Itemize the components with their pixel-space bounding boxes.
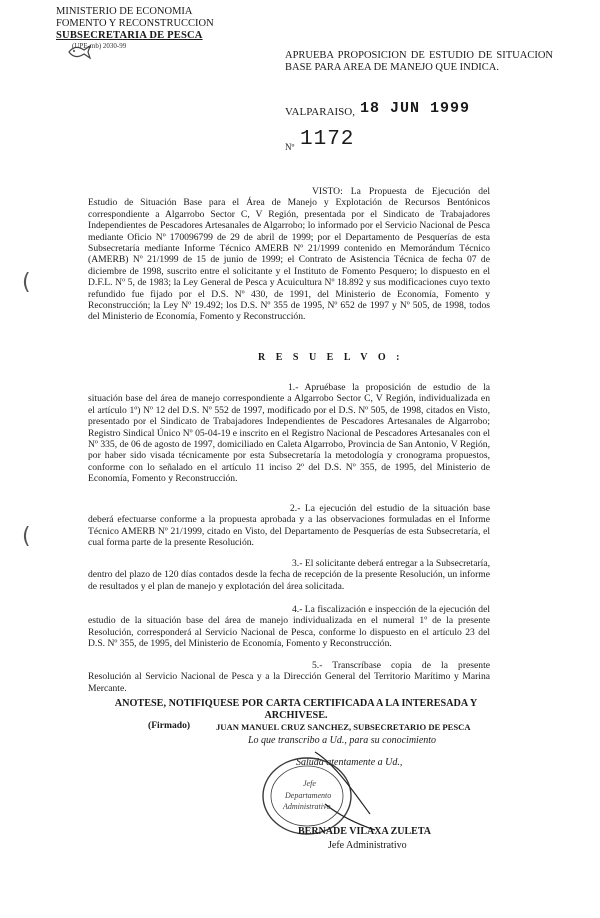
chief-name: BERNADE VILAXA ZULETA [298, 826, 431, 837]
place-label: VALPARAISO, [285, 106, 355, 118]
closing-regards: Saluda atentamente a Ud., [296, 757, 403, 768]
signed-mark: (Firmado) [148, 720, 191, 731]
resolution-subject: APRUEBA PROPOSICION DE ESTUDIO DE SITUACION BASE PARA AREA DE MANEJO QUE INDICA. [285, 50, 553, 73]
visto-paragraph: VISTO: La Propuesta de Ejecución del Estudio de Situación Base para el Área de Manejo y Explotación de Recursos Bentónicos correspondiente a Algarrobo Sector C, V Región, presentada por el Sindicato de Trabajadores Independientes de Pescadores Artesanales de Algarrobo; lo informado por el Servicio Nacional de Pesca mediante Oficio Nº 170096799 de 29 de abril de 1999; por el Departamento de Pesquerías de esta Subsecretaría mediante Informe Técnico AMERB Nº 21/1999 contenido en Memorándum Técnico (AMERB) Nº 21/1999 de 15 de junio de 1999; el Contrato de Asistencia Técnica de fecha 07 de diciembre de 1998, suscrito entre el solicitante y el Instituto de Fomento Pesquero; lo dispuesto en el D.F.L. Nº 5, de 1983; la Ley General de Pesca y Acuicultura Nº 18.892 y sus modificaciones cuyo texto refundido fue fijado por el D.S. Nº 430, de 1991, del Ministerio de Economía, Fomento y Reconstrucción; la Ley Nº 19.492; los D.S. Nº 355 de 1995, Nº 652 de 1997 y Nº 505, de 1998, todos del Ministerio de Economía, Fomento y Reconstrucción. [88, 186, 490, 323]
ministry-line-1: MINISTERIO DE ECONOMIA [56, 6, 193, 17]
transcription-note: Lo que transcribo a Ud., para su conocimiento [248, 735, 437, 746]
date-stamp: 18 JUN 1999 [360, 100, 471, 117]
resolution-number: 1172 [300, 128, 355, 151]
resolution-item-2: 2.- La ejecución del estudio de la situación base deberá efectuarse conforme a la propuesta aprobada y a las observaciones formuladas en el Informe Técnico AMERB Nº 21/1999, citado en Visto, del Departamento de Pesquerías de esta Subsecretaría, el cual forma parte de la presente Resolución. [88, 503, 490, 549]
binder-hole-icon: ( [22, 524, 31, 549]
subsecretaria-line: SUBSECRETARIA DE PESCA [56, 30, 203, 41]
number-label: Nº [285, 142, 295, 152]
stamp-line-3: Administrativo [283, 802, 331, 811]
fish-emblem-icon [66, 40, 92, 62]
reference-code: (UPE-mb) 2030-99 [72, 42, 127, 50]
resolution-item-5: 5.- Transcríbase copia de la presente Resolución al Servicio Nacional de Pesca y a la Dirección General del Territorio Marítimo y Marina Mercante. [88, 660, 490, 694]
signer-name: JUAN MANUEL CRUZ SANCHEZ, SUBSECRETARIO DE PESCA [216, 722, 471, 732]
resolution-item-4: 4.- La fiscalización e inspección de la ejecución del estudio de la situación base del área de manejo individualizada en el numeral 1º de la presente Resolución, corresponderá al Servicio Nacional de Pesca, conforme lo dispuesto en el artículo 23 del D.S. Nº 355, de 1995, del Ministerio de Economía, Fomento y Reconstrucción. [88, 604, 490, 650]
stamp-line-1: Jefe [303, 779, 316, 788]
chief-title: Jefe Administrativo [328, 840, 407, 851]
notification-clause: ANOTESE, NOTIFIQUESE POR CARTA CERTIFICADA A LA INTERESADA Y ARCHIVESE. [114, 698, 478, 721]
stamp-line-2: Departamento [285, 791, 332, 800]
ministry-line-2: FOMENTO Y RECONSTRUCCION [56, 18, 214, 29]
resuelvo-heading: R E S U E L V O : [258, 352, 404, 363]
binder-hole-icon: ( [22, 270, 31, 295]
resolution-item-1: 1.- Apruébase la proposición de estudio de la situación base del área de manejo correspondiente a Algarrobo Sector C, V Región, individualizada en el artículo 1º) Nº 12 del D.S. Nº 552 de 1997, modificado por el D.S. Nº 505, de 1998, citados en Visto, presentado por el Sindicato de Trabajadores Independientes de Pescadores Artesanales de Algarrobo; Registro Sindical Único Nº 05-04-19 e inscrito en el Registro Nacional de Pescadores Artesanales con el Nº 335, de 06 de agosto de 1997, domiciliado en Caleta Algarrobo, Provincia de San Antonio, V Región, por haber sido visada técnicamente por esta Subsecretaría la metodología y cronograma propuestos, conforme con lo señalado en el artículo 11 inciso 2º del D.S. Nº 355, de 1995, del Ministerio de Economía, Fomento y Reconstrucción. [88, 382, 490, 485]
resolution-item-3: 3.- El solicitante deberá entregar a la Subsecretaría, dentro del plazo de 120 días contados desde la fecha de recepción de la presente Resolución, un informe de resultados y el plan de manejo y explotación del área solicitada. [88, 558, 490, 592]
